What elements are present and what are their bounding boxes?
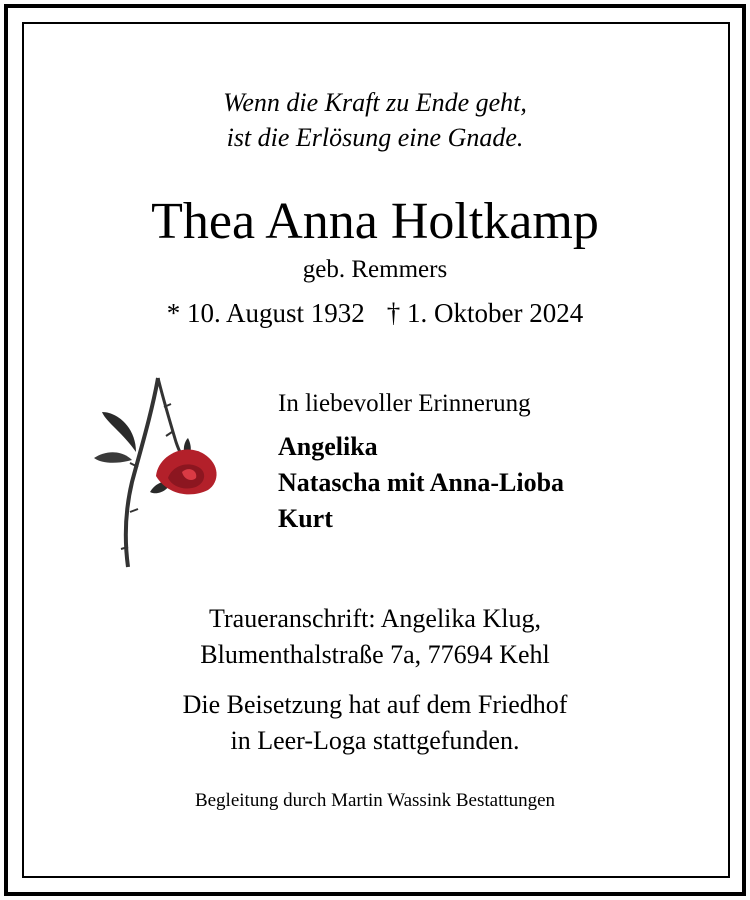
motto-line-2: ist die Erlösung eine Gnade. <box>226 123 524 152</box>
mourner-1: Angelika <box>278 432 378 461</box>
maiden-name: geb. Remmers <box>302 256 448 283</box>
address-line-2: Blumenthalstraße 7a, 77694 Kehl <box>200 640 550 669</box>
life-dates <box>0 298 750 329</box>
burial-line-2: in Leer-Loga stattgefunden. <box>230 726 520 755</box>
deceased-name: Thea Anna Holtkamp <box>151 193 599 250</box>
undertaker-note: Begleitung durch Martin Wassink Bestattungen <box>194 790 556 811</box>
hanging-rose-icon <box>92 372 224 572</box>
birth-date: * 10. August 1932 <box>166 298 365 328</box>
burial-line-1: Die Beisetzung hat auf dem Friedhof <box>182 690 568 719</box>
death-date: † 1. Oktober 2024 <box>386 298 584 328</box>
address-line-1: Traueranschrift: Angelika Klug, <box>209 604 541 633</box>
memory-heading: In liebevoller Erinnerung <box>278 390 531 417</box>
mourner-2: Natascha mit Anna-Lioba <box>278 468 565 497</box>
mourner-3: Kurt <box>278 504 333 533</box>
motto-line-1: Wenn die Kraft zu Ende geht, <box>223 88 527 117</box>
